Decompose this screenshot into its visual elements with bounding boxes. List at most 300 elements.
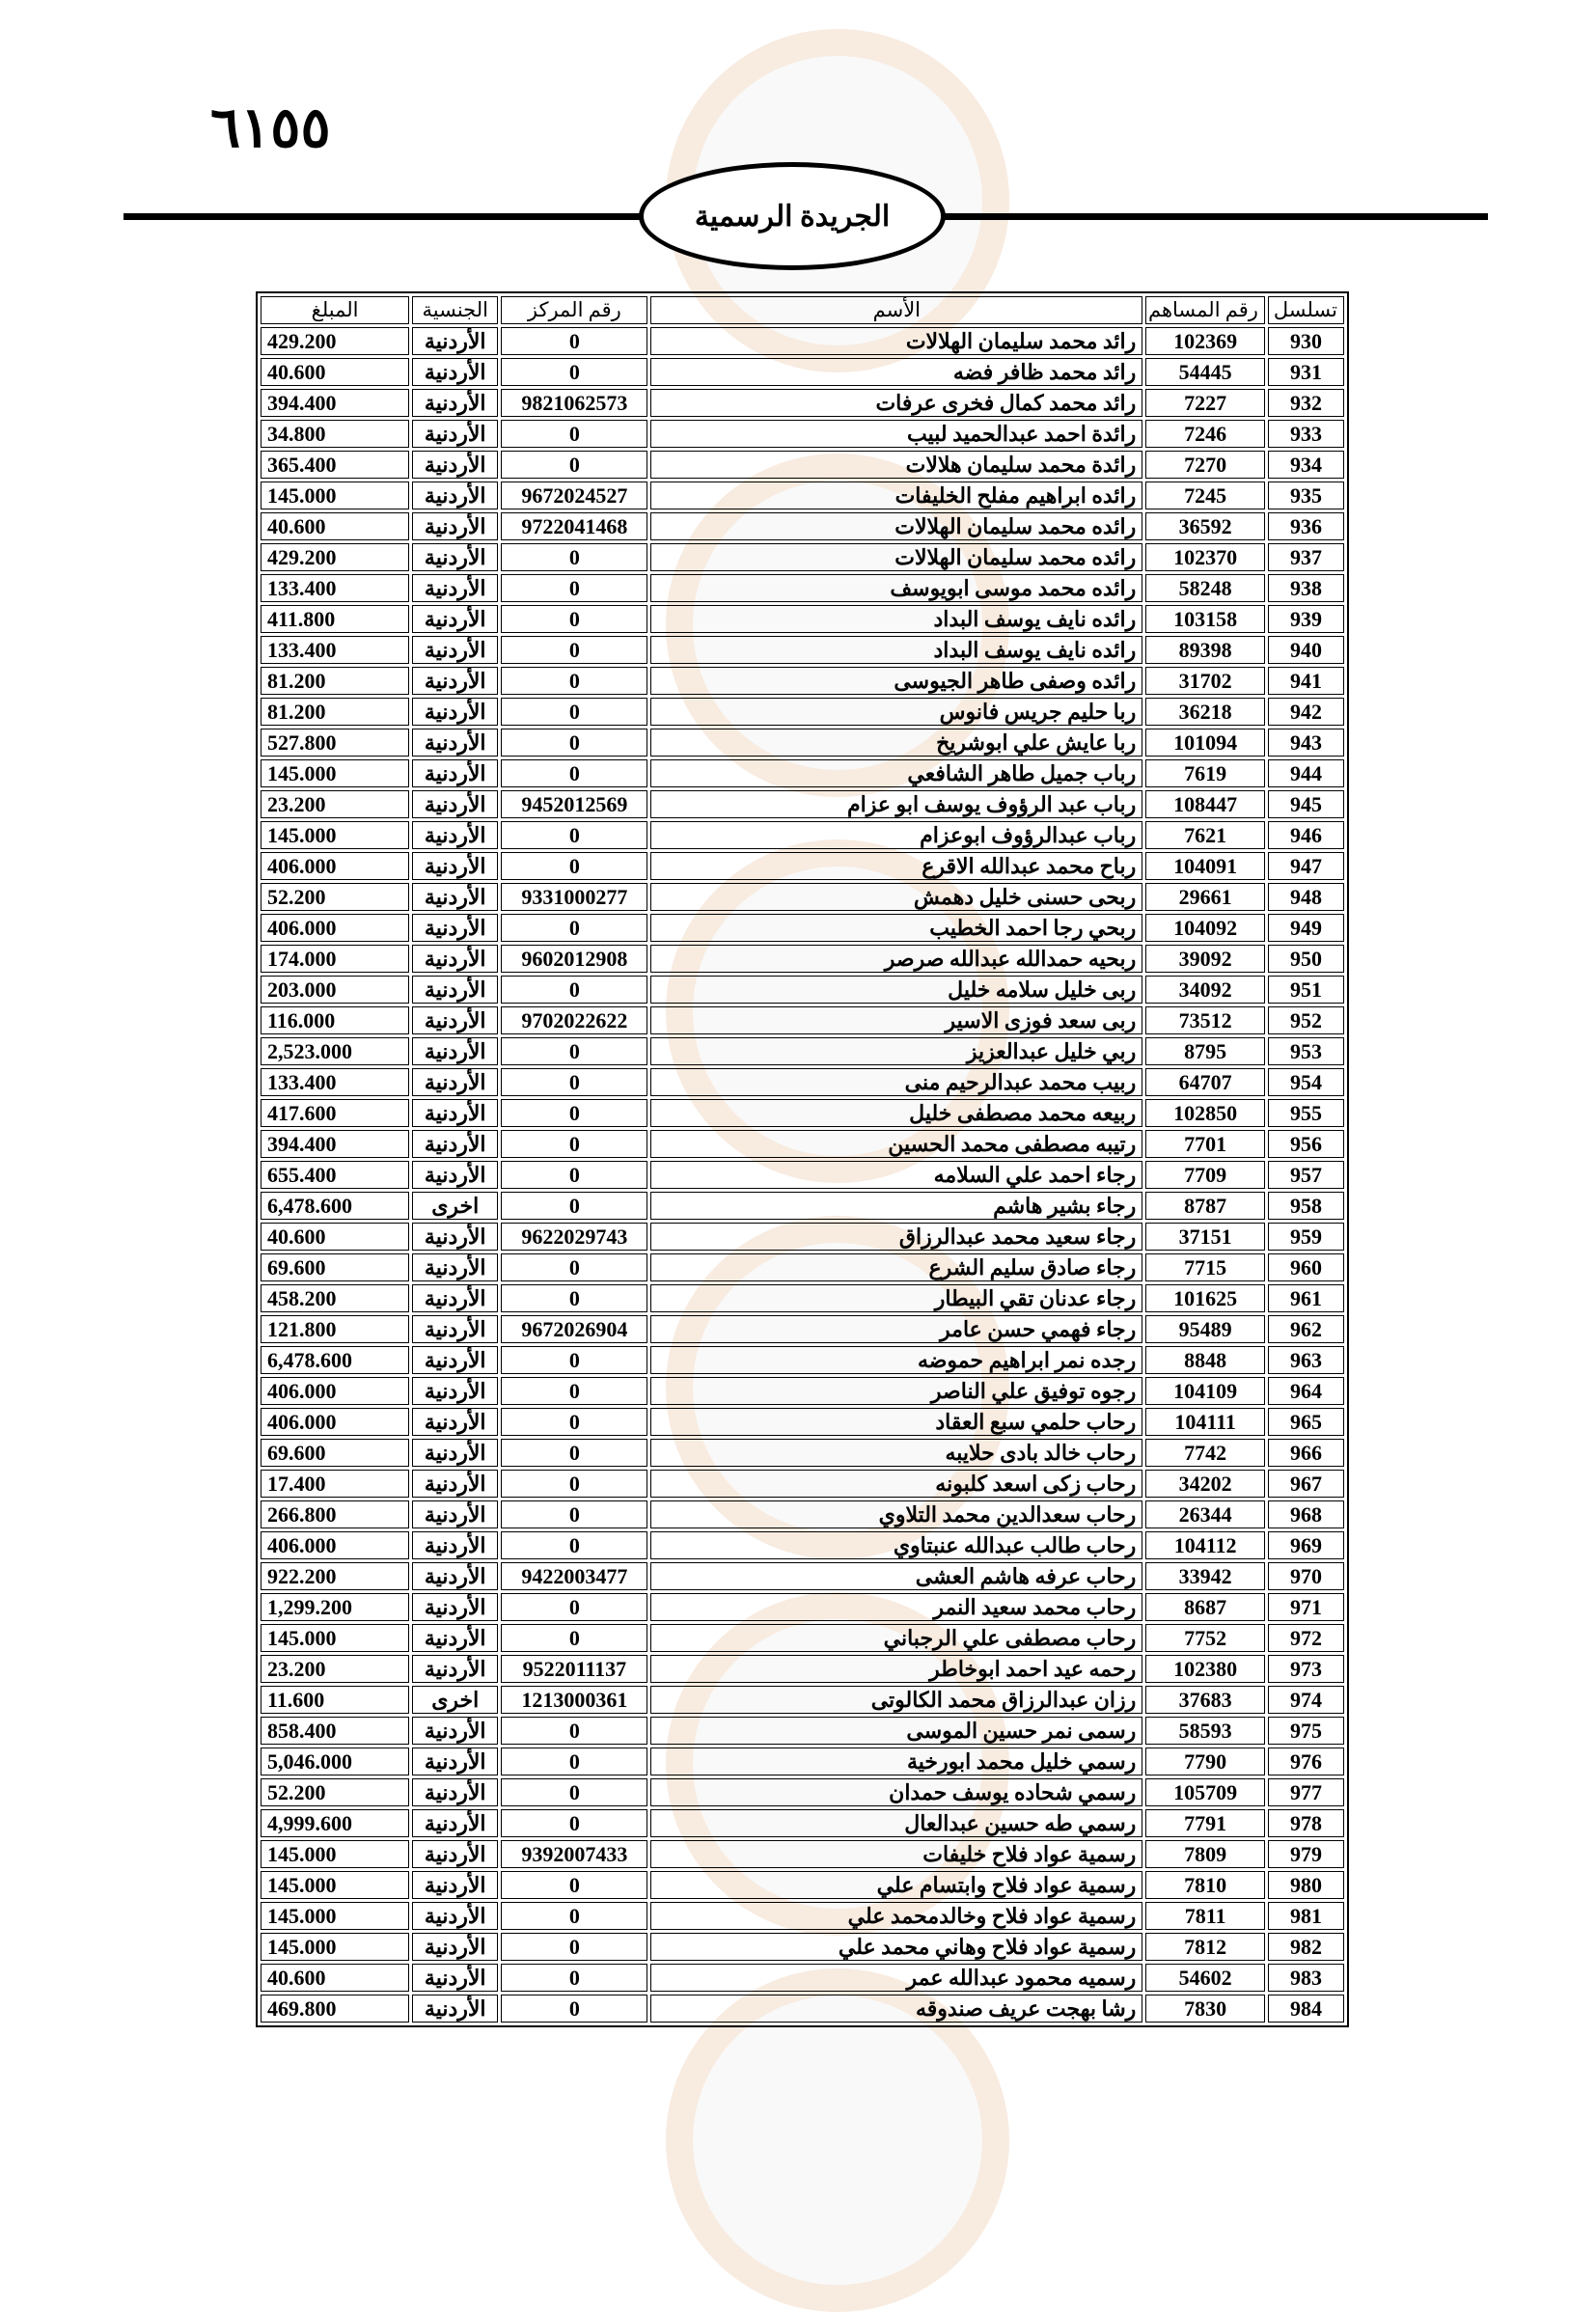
shareholder-no-cell: 7790: [1145, 1748, 1265, 1775]
center-no-cell: 0: [501, 976, 647, 1004]
shareholder-no-cell: 7811: [1145, 1902, 1265, 1930]
seq-cell: 972: [1268, 1624, 1344, 1652]
amount-cell: 81.200: [261, 667, 409, 695]
center-no-cell: 0: [501, 1284, 647, 1312]
nationality-cell: الأردنية: [412, 512, 498, 540]
name-cell: رباب عبد الرؤوف يوسف ابو عزام: [650, 790, 1142, 818]
table-row: [261, 1439, 1344, 1467]
shareholder-no-cell: 34202: [1145, 1470, 1265, 1498]
shareholder-no-cell: 104112: [1145, 1531, 1265, 1559]
amount-cell: 121.800: [261, 1315, 409, 1343]
amount-cell: 266.800: [261, 1500, 409, 1528]
nationality-cell: الأردنية: [412, 1408, 498, 1436]
amount-cell: 40.600: [261, 358, 409, 386]
seq-cell: 936: [1268, 512, 1344, 540]
table-row: [261, 1500, 1344, 1528]
table-row: [261, 1902, 1344, 1930]
table-row: [261, 1655, 1344, 1683]
seq-cell: 947: [1268, 852, 1344, 880]
name-cell: رجاء سعيد محمد عبدالرزاق: [650, 1223, 1142, 1251]
center-no-cell: 0: [501, 1717, 647, 1745]
nationality-cell: الأردنية: [412, 420, 498, 448]
amount-cell: 145.000: [261, 482, 409, 509]
shareholder-no-cell: 104111: [1145, 1408, 1265, 1436]
center-no-cell: 9422003477: [501, 1562, 647, 1590]
table-row: [261, 574, 1344, 602]
center-no-cell: 9622029743: [501, 1223, 647, 1251]
table-row: [261, 1315, 1344, 1343]
amount-cell: 116.000: [261, 1006, 409, 1034]
seq-cell: 955: [1268, 1099, 1344, 1127]
table-row: [261, 914, 1344, 942]
shareholder-no-cell: 101625: [1145, 1284, 1265, 1312]
seq-cell: 971: [1268, 1593, 1344, 1621]
amount-cell: 145.000: [261, 1840, 409, 1868]
seq-cell: 954: [1268, 1068, 1344, 1096]
shareholder-no-cell: 104109: [1145, 1377, 1265, 1405]
shareholder-no-cell: 7791: [1145, 1809, 1265, 1837]
shareholder-no-cell: 29661: [1145, 883, 1265, 911]
table-row: [261, 1562, 1344, 1590]
shareholder-no-cell: 37151: [1145, 1223, 1265, 1251]
amount-cell: 458.200: [261, 1284, 409, 1312]
shareholder-no-cell: 101094: [1145, 729, 1265, 757]
seq-cell: 950: [1268, 945, 1344, 973]
shareholder-no-cell: 54445: [1145, 358, 1265, 386]
amount-cell: 406.000: [261, 852, 409, 880]
amount-cell: 174.000: [261, 945, 409, 973]
name-cell: رجاء بشير هاشم: [650, 1192, 1142, 1220]
center-no-cell: 0: [501, 1531, 647, 1559]
shareholder-no-cell: 7227: [1145, 389, 1265, 417]
center-no-cell: 0: [501, 698, 647, 726]
amount-cell: 858.400: [261, 1717, 409, 1745]
table-row: [261, 1284, 1344, 1312]
nationality-cell: الأردنية: [412, 1377, 498, 1405]
nationality-cell: الأردنية: [412, 636, 498, 664]
shareholder-no-cell: 7619: [1145, 759, 1265, 787]
name-cell: رائدة احمد عبدالحميد لبيب: [650, 420, 1142, 448]
nationality-cell: الأردنية: [412, 1500, 498, 1528]
amount-cell: 922.200: [261, 1562, 409, 1590]
amount-cell: 429.200: [261, 543, 409, 571]
table-row: [261, 1531, 1344, 1559]
amount-cell: 406.000: [261, 914, 409, 942]
nationality-cell: الأردنية: [412, 698, 498, 726]
column-header-center-no: رقم المركز: [501, 296, 647, 324]
amount-cell: 6,478.600: [261, 1192, 409, 1220]
gazette-title: الجريدة الرسمية: [694, 200, 891, 233]
shareholder-no-cell: 102380: [1145, 1655, 1265, 1683]
name-cell: ربى خليل سلامه خليل: [650, 976, 1142, 1004]
shareholder-no-cell: 58593: [1145, 1717, 1265, 1745]
center-no-cell: 0: [501, 1871, 647, 1899]
nationality-cell: الأردنية: [412, 1470, 498, 1498]
nationality-cell: الأردنية: [412, 790, 498, 818]
table-row: [261, 1192, 1344, 1220]
seq-cell: 953: [1268, 1037, 1344, 1065]
shareholder-no-cell: 89398: [1145, 636, 1265, 664]
seq-cell: 957: [1268, 1161, 1344, 1189]
center-no-cell: 0: [501, 1500, 647, 1528]
amount-cell: 81.200: [261, 698, 409, 726]
table-row: [261, 1809, 1344, 1837]
seq-cell: 984: [1268, 1995, 1344, 2023]
table-row: [261, 1068, 1344, 1096]
shareholder-no-cell: 95489: [1145, 1315, 1265, 1343]
center-no-cell: 0: [501, 1624, 647, 1652]
center-no-cell: 0: [501, 1439, 647, 1467]
amount-cell: 406.000: [261, 1408, 409, 1436]
nationality-cell: الأردنية: [412, 1933, 498, 1961]
amount-cell: 145.000: [261, 1902, 409, 1930]
table-row: [261, 883, 1344, 911]
nationality-cell: الأردنية: [412, 1717, 498, 1745]
amount-cell: 527.800: [261, 729, 409, 757]
name-cell: رسميه محمود عبدالله عمر: [650, 1964, 1142, 1992]
nationality-cell: الأردنية: [412, 1995, 498, 2023]
center-no-cell: 0: [501, 1408, 647, 1436]
center-no-cell: 0: [501, 852, 647, 880]
center-no-cell: 0: [501, 1099, 647, 1127]
nationality-cell: الأردنية: [412, 852, 498, 880]
seq-cell: 976: [1268, 1748, 1344, 1775]
table-row: [261, 1871, 1344, 1899]
amount-cell: 417.600: [261, 1099, 409, 1127]
seq-cell: 946: [1268, 821, 1344, 849]
center-no-cell: 0: [501, 1377, 647, 1405]
amount-cell: 145.000: [261, 1871, 409, 1899]
seq-cell: 959: [1268, 1223, 1344, 1251]
table-row: [261, 636, 1344, 664]
seq-cell: 974: [1268, 1686, 1344, 1714]
name-cell: رحاب زكى اسعد كلبونه: [650, 1470, 1142, 1498]
nationality-cell: الأردنية: [412, 1223, 498, 1251]
seq-cell: 983: [1268, 1964, 1344, 1992]
amount-cell: 52.200: [261, 1778, 409, 1806]
nationality-cell: الأردنية: [412, 482, 498, 509]
seq-cell: 958: [1268, 1192, 1344, 1220]
center-no-cell: 0: [501, 327, 647, 355]
shareholder-no-cell: 8795: [1145, 1037, 1265, 1065]
seq-cell: 933: [1268, 420, 1344, 448]
amount-cell: 394.400: [261, 389, 409, 417]
name-cell: رحاب طالب عبدالله عنبتاوي: [650, 1531, 1142, 1559]
shareholder-no-cell: 8687: [1145, 1593, 1265, 1621]
nationality-cell: الأردنية: [412, 358, 498, 386]
seq-cell: 968: [1268, 1500, 1344, 1528]
table-row: [261, 1933, 1344, 1961]
amount-cell: 52.200: [261, 883, 409, 911]
center-no-cell: 0: [501, 451, 647, 479]
nationality-cell: الأردنية: [412, 1346, 498, 1374]
table-row: [261, 1717, 1344, 1745]
seq-cell: 977: [1268, 1778, 1344, 1806]
name-cell: رحاب مصطفى علي الرجباني: [650, 1624, 1142, 1652]
shareholder-no-cell: 73512: [1145, 1006, 1265, 1034]
center-no-cell: 0: [501, 667, 647, 695]
name-cell: رجاء عدنان تقي البيطار: [650, 1284, 1142, 1312]
center-no-cell: 9522011137: [501, 1655, 647, 1683]
shareholder-no-cell: 31702: [1145, 667, 1265, 695]
table-header-row: [261, 296, 1344, 324]
center-no-cell: 9722041468: [501, 512, 647, 540]
table-row: [261, 1161, 1344, 1189]
center-no-cell: 0: [501, 543, 647, 571]
center-no-cell: 0: [501, 1346, 647, 1374]
amount-cell: 17.400: [261, 1470, 409, 1498]
name-cell: رجده نمر ابراهيم حموضه: [650, 1346, 1142, 1374]
table-row: [261, 543, 1344, 571]
column-header-shareholder-no: رقم المساهم: [1145, 296, 1265, 324]
amount-cell: 145.000: [261, 1933, 409, 1961]
name-cell: رائدة محمد سليمان هلالات: [650, 451, 1142, 479]
name-cell: رحاب عرفه هاشم العشى: [650, 1562, 1142, 1590]
shareholder-no-cell: 103158: [1145, 605, 1265, 633]
nationality-cell: الأردنية: [412, 1037, 498, 1065]
table-row: [261, 1748, 1344, 1775]
name-cell: رسمية عواد فلاح وابتسام علي: [650, 1871, 1142, 1899]
center-no-cell: 0: [501, 636, 647, 664]
nationality-cell: الأردنية: [412, 1871, 498, 1899]
seq-cell: 966: [1268, 1439, 1344, 1467]
table-row: [261, 759, 1344, 787]
seq-cell: 964: [1268, 1377, 1344, 1405]
name-cell: رسمي شحاده يوسف حمدان: [650, 1778, 1142, 1806]
nationality-cell: الأردنية: [412, 1624, 498, 1652]
column-header-name: الأسم: [650, 296, 1142, 324]
amount-cell: 2,523.000: [261, 1037, 409, 1065]
shareholder-no-cell: 104091: [1145, 852, 1265, 880]
nationality-cell: الأردنية: [412, 821, 498, 849]
amount-cell: 133.400: [261, 574, 409, 602]
shareholder-no-cell: 54602: [1145, 1964, 1265, 1992]
name-cell: رباب جميل طاهر الشافعي: [650, 759, 1142, 787]
nationality-cell: الأردنية: [412, 1006, 498, 1034]
shareholder-no-cell: 7715: [1145, 1253, 1265, 1281]
nationality-cell: الأردنية: [412, 667, 498, 695]
name-cell: رجاء صادق سليم الشرع: [650, 1253, 1142, 1281]
center-no-cell: 0: [501, 1470, 647, 1498]
nationality-cell: الأردنية: [412, 451, 498, 479]
amount-cell: 69.600: [261, 1253, 409, 1281]
table-row: [261, 1840, 1344, 1868]
center-no-cell: 0: [501, 1161, 647, 1189]
seq-cell: 935: [1268, 482, 1344, 509]
table-row: [261, 327, 1344, 355]
seq-cell: 961: [1268, 1284, 1344, 1312]
seq-cell: 978: [1268, 1809, 1344, 1837]
table-row: [261, 1006, 1344, 1034]
seq-cell: 948: [1268, 883, 1344, 911]
name-cell: ربحيه حمدالله عبدالله صرصر: [650, 945, 1142, 973]
center-no-cell: 0: [501, 1748, 647, 1775]
center-no-cell: 0: [501, 1037, 647, 1065]
nationality-cell: الأردنية: [412, 327, 498, 355]
nationality-cell: الأردنية: [412, 1840, 498, 1868]
nationality-cell: الأردنية: [412, 1562, 498, 1590]
page-number: ٦١٥٥: [210, 96, 331, 159]
name-cell: ربيب محمد عبدالرحيم منى: [650, 1068, 1142, 1096]
table-row: [261, 1130, 1344, 1158]
shareholder-no-cell: 64707: [1145, 1068, 1265, 1096]
center-no-cell: 0: [501, 1130, 647, 1158]
table-row: [261, 1778, 1344, 1806]
name-cell: رسمي خليل محمد ابورخية: [650, 1748, 1142, 1775]
center-no-cell: 0: [501, 574, 647, 602]
nationality-cell: الأردنية: [412, 976, 498, 1004]
nationality-cell: الأردنية: [412, 883, 498, 911]
shareholder-no-cell: 108447: [1145, 790, 1265, 818]
seq-cell: 934: [1268, 451, 1344, 479]
amount-cell: 4,999.600: [261, 1809, 409, 1837]
center-no-cell: 9452012569: [501, 790, 647, 818]
seq-cell: 956: [1268, 1130, 1344, 1158]
shareholder-no-cell: 7830: [1145, 1995, 1265, 2023]
center-no-cell: 0: [501, 1192, 647, 1220]
seq-cell: 973: [1268, 1655, 1344, 1683]
nationality-cell: الأردنية: [412, 574, 498, 602]
nationality-cell: الأردنية: [412, 543, 498, 571]
shareholder-no-cell: 33942: [1145, 1562, 1265, 1590]
name-cell: ربى سعد فوزى الاسير: [650, 1006, 1142, 1034]
shareholder-table: [256, 291, 1349, 2027]
center-no-cell: 9672026904: [501, 1315, 647, 1343]
table-row: [261, 1346, 1344, 1374]
center-no-cell: 9602012908: [501, 945, 647, 973]
seq-cell: 941: [1268, 667, 1344, 695]
amount-cell: 203.000: [261, 976, 409, 1004]
table-row: [261, 1408, 1344, 1436]
amount-cell: 23.200: [261, 790, 409, 818]
seq-cell: 979: [1268, 1840, 1344, 1868]
shareholder-no-cell: 39092: [1145, 945, 1265, 973]
name-cell: رشا بهجت عريف صندوقه: [650, 1995, 1142, 2023]
shareholder-no-cell: 7621: [1145, 821, 1265, 849]
nationality-cell: الأردنية: [412, 1099, 498, 1127]
shareholder-no-cell: 26344: [1145, 1500, 1265, 1528]
nationality-cell: الأردنية: [412, 914, 498, 942]
nationality-cell: الأردنية: [412, 1315, 498, 1343]
name-cell: رحاب سعدالدين محمد التلاوي: [650, 1500, 1142, 1528]
amount-cell: 406.000: [261, 1531, 409, 1559]
seq-cell: 940: [1268, 636, 1344, 664]
gazette-title-oval: [639, 162, 946, 270]
name-cell: رحاب محمد سعيد النمر: [650, 1593, 1142, 1621]
shareholder-no-cell: 7812: [1145, 1933, 1265, 1961]
seq-cell: 937: [1268, 543, 1344, 571]
seq-cell: 960: [1268, 1253, 1344, 1281]
nationality-cell: الأردنية: [412, 1902, 498, 1930]
seq-cell: 944: [1268, 759, 1344, 787]
seq-cell: 942: [1268, 698, 1344, 726]
amount-cell: 429.200: [261, 327, 409, 355]
nationality-cell: اخرى: [412, 1192, 498, 1220]
center-no-cell: 0: [501, 1902, 647, 1930]
nationality-cell: الأردنية: [412, 1439, 498, 1467]
seq-cell: 952: [1268, 1006, 1344, 1034]
nationality-cell: الأردنية: [412, 389, 498, 417]
table-row: [261, 1037, 1344, 1065]
name-cell: رائده ابراهيم مفلح الخليفات: [650, 482, 1142, 509]
shareholder-no-cell: 7270: [1145, 451, 1265, 479]
table-row: [261, 698, 1344, 726]
shareholder-no-cell: 7245: [1145, 482, 1265, 509]
nationality-cell: اخرى: [412, 1686, 498, 1714]
shareholder-no-cell: 58248: [1145, 574, 1265, 602]
name-cell: رائده محمد سليمان الهلالات: [650, 512, 1142, 540]
name-cell: رحاب حلمي سبع العقاد: [650, 1408, 1142, 1436]
shareholder-no-cell: 104092: [1145, 914, 1265, 942]
nationality-cell: الأردنية: [412, 1284, 498, 1312]
center-no-cell: 0: [501, 1933, 647, 1961]
amount-cell: 34.800: [261, 420, 409, 448]
table-row: [261, 852, 1344, 880]
table-row: [261, 1964, 1344, 1992]
column-header-seq: تسلسل: [1268, 296, 1344, 324]
shareholder-no-cell: 36218: [1145, 698, 1265, 726]
seq-cell: 980: [1268, 1871, 1344, 1899]
amount-cell: 145.000: [261, 1624, 409, 1652]
name-cell: رجاء احمد علي السلامه: [650, 1161, 1142, 1189]
shareholder-no-cell: 8787: [1145, 1192, 1265, 1220]
shareholder-no-cell: 7742: [1145, 1439, 1265, 1467]
name-cell: رجوه توفيق علي الناصر: [650, 1377, 1142, 1405]
table-row: [261, 451, 1344, 479]
name-cell: ربا عايش علي ابوشريخ: [650, 729, 1142, 757]
table-row: [261, 1624, 1344, 1652]
seq-cell: 970: [1268, 1562, 1344, 1590]
amount-cell: 40.600: [261, 512, 409, 540]
table-row: [261, 512, 1344, 540]
center-no-cell: 0: [501, 605, 647, 633]
nationality-cell: الأردنية: [412, 1778, 498, 1806]
shareholder-no-cell: 36592: [1145, 512, 1265, 540]
table-row: [261, 605, 1344, 633]
nationality-cell: الأردنية: [412, 729, 498, 757]
nationality-cell: الأردنية: [412, 1068, 498, 1096]
shareholder-no-cell: 8848: [1145, 1346, 1265, 1374]
name-cell: ربي خليل عبدالعزيز: [650, 1037, 1142, 1065]
amount-cell: 11.600: [261, 1686, 409, 1714]
nationality-cell: الأردنية: [412, 1130, 498, 1158]
amount-cell: 411.800: [261, 605, 409, 633]
center-no-cell: 0: [501, 1809, 647, 1837]
center-no-cell: 1213000361: [501, 1686, 647, 1714]
seq-cell: 969: [1268, 1531, 1344, 1559]
shareholder-no-cell: 37683: [1145, 1686, 1265, 1714]
center-no-cell: 9672024527: [501, 482, 647, 509]
center-no-cell: 0: [501, 1778, 647, 1806]
amount-cell: 145.000: [261, 759, 409, 787]
seq-cell: 962: [1268, 1315, 1344, 1343]
amount-cell: 133.400: [261, 636, 409, 664]
name-cell: رائد محمد سليمان الهلالات: [650, 327, 1142, 355]
table-row: [261, 790, 1344, 818]
name-cell: رسمية عواد فلاح وخالدمحمد علي: [650, 1902, 1142, 1930]
name-cell: رائد محمد كمال فخرى عرفات: [650, 389, 1142, 417]
amount-cell: 655.400: [261, 1161, 409, 1189]
table-row: [261, 1099, 1344, 1127]
table-row: [261, 821, 1344, 849]
table-row: [261, 482, 1344, 509]
amount-cell: 406.000: [261, 1377, 409, 1405]
center-no-cell: 0: [501, 821, 647, 849]
seq-cell: 965: [1268, 1408, 1344, 1436]
amount-cell: 394.400: [261, 1130, 409, 1158]
center-no-cell: 9702022622: [501, 1006, 647, 1034]
seq-cell: 930: [1268, 327, 1344, 355]
